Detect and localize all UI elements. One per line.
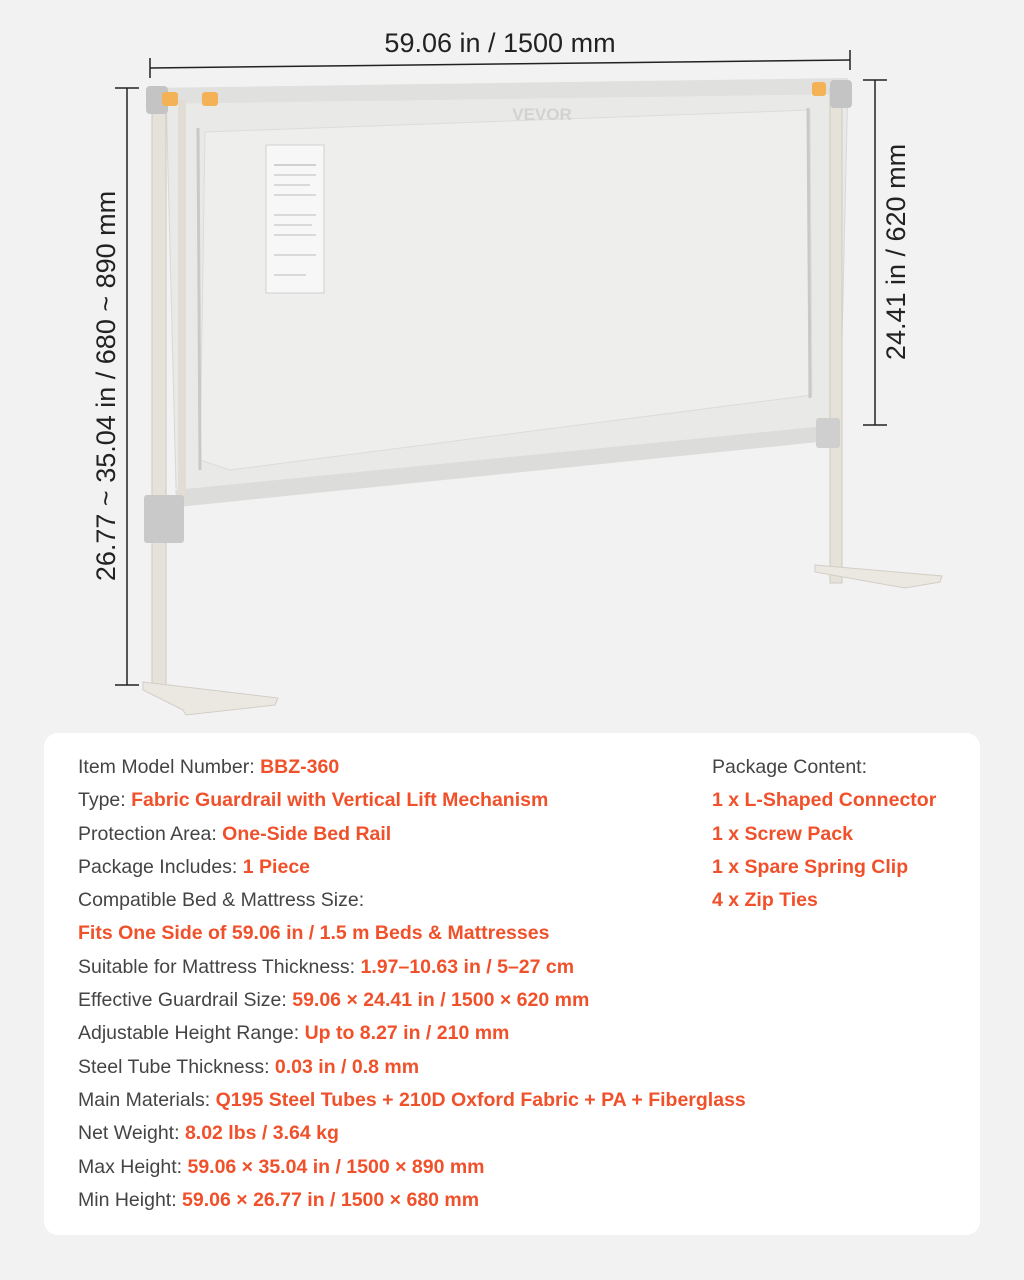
spec-item-type	[78, 784, 718, 817]
spec-item-materials	[78, 1084, 746, 1117]
spec-label: Compatible Bed & Mattress Size:	[78, 889, 365, 912]
spec-value: 59.06 × 26.77 in / 1500 × 680 mm	[182, 1188, 480, 1211]
spec-item-max-height	[78, 1151, 718, 1184]
package-item: 4 x Zip Ties	[712, 889, 818, 912]
spec-value: BBZ-360	[260, 756, 340, 778]
spec-value: 1 Piece	[242, 855, 311, 878]
spec-value: One-Side Bed Rail	[222, 822, 392, 845]
spec-list	[78, 751, 746, 1217]
spec-item-compatible-size-value	[78, 917, 718, 950]
spec-item-package-includes	[78, 851, 718, 884]
spec-item-protection-area	[78, 818, 718, 851]
spec-value: 59.06 × 24.41 in / 1500 × 620 mm	[292, 989, 590, 1012]
rail-height-dimension	[863, 80, 911, 425]
total-height-dimension-label: 26.77 ~ 35.04 in / 680 ~ 890 mm	[91, 190, 121, 582]
spec-label: Suitable for Mattress Thickness:	[78, 955, 361, 978]
spec-value: 1.97–10.63 in / 5–27 cm	[360, 955, 575, 978]
package-content-title: Package Content:	[712, 756, 868, 778]
package-content	[712, 751, 972, 917]
spec-item-guardrail-size	[78, 984, 718, 1017]
spec-value: Q195 Steel Tubes + 210D Oxford Fabric + PA + Fiberglass	[215, 1088, 746, 1111]
spec-item-mattress-thickness	[78, 951, 718, 984]
package-item: 1 x Spare Spring Clip	[712, 855, 909, 878]
spec-label: Net Weight:	[78, 1122, 185, 1145]
package-item: 1 x L-Shaped Connector	[712, 789, 937, 812]
spec-item-tube-thickness	[78, 1051, 718, 1084]
spec-item-model-number	[78, 751, 718, 784]
spec-label: Adjustable Height Range:	[78, 1022, 305, 1045]
spec-card	[44, 733, 980, 1235]
spec-label: Max Height:	[78, 1155, 188, 1178]
rail-height-dimension-label: 24.41 in / 620 mm	[881, 143, 911, 361]
spec-value: Fabric Guardrail with Vertical Lift Mechanism	[131, 789, 549, 812]
spec-label: Protection Area:	[78, 822, 223, 845]
spec-label: Main Materials:	[78, 1088, 216, 1111]
spec-label: Steel Tube Thickness:	[78, 1055, 275, 1078]
spec-value: 8.02 lbs / 3.64 kg	[184, 1122, 339, 1145]
spec-value: Up to 8.27 in / 210 mm	[304, 1022, 510, 1045]
spec-label: Effective Guardrail Size:	[78, 989, 293, 1012]
width-dimension	[150, 28, 850, 78]
spec-item-height-range	[78, 1017, 718, 1050]
spec-item-compatible-size	[78, 884, 718, 917]
spec-label: Min Height:	[78, 1188, 183, 1211]
spec-value: 0.03 in / 0.8 mm	[274, 1055, 420, 1078]
fabric-brand-logo: VEVOR	[512, 105, 572, 124]
care-label	[266, 145, 324, 293]
width-dimension-label: 59.06 in / 1500 mm	[384, 28, 616, 58]
bed-rail-image	[143, 78, 942, 715]
spec-item-min-height	[78, 1184, 718, 1217]
spec-label: Package Includes:	[78, 855, 243, 878]
spec-value: Fits One Side of 59.06 in / 1.5 m Beds & Mattresses	[78, 922, 550, 945]
spec-label: Item Model Number:	[78, 756, 261, 778]
spec-label: Type:	[78, 789, 132, 812]
package-item: 1 x Screw Pack	[712, 822, 853, 845]
total-height-dimension	[91, 88, 139, 685]
spec-value: 59.06 × 35.04 in / 1500 × 890 mm	[187, 1155, 485, 1178]
spec-item-net-weight	[78, 1117, 718, 1150]
